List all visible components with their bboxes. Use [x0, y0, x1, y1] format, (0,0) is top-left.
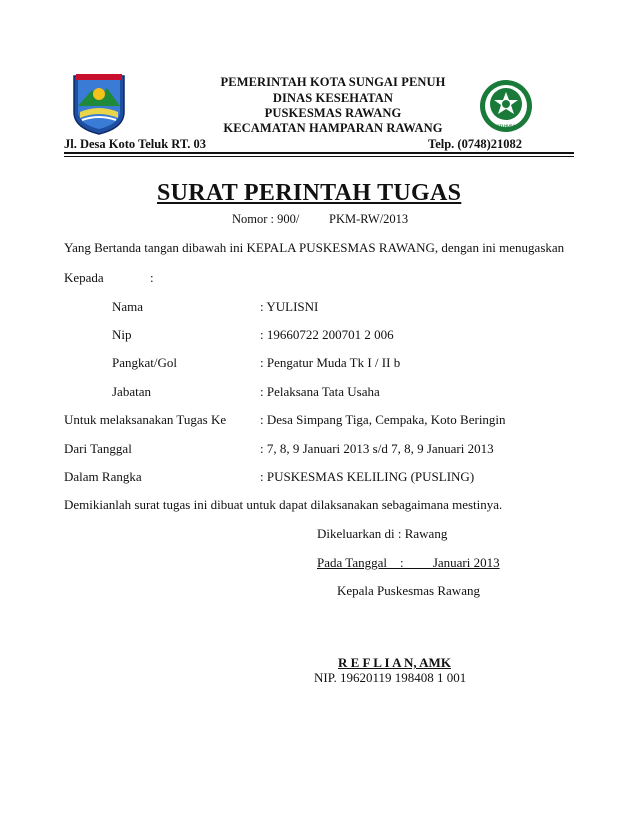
field-label-pangkat: Pangkat/Gol — [112, 355, 177, 370]
issued-date: Pada Tanggal : Januari 2013 — [317, 555, 500, 570]
bakti-husada-text: BAKTI HUSADA — [490, 123, 522, 128]
field-value-nama: : YULISNI — [260, 299, 319, 314]
header-agency: DINAS KESEHATAN — [272, 91, 394, 105]
kepada-label: Kepada — [64, 270, 104, 285]
document-number-label: Nomor : 900/ — [232, 212, 300, 226]
closing-text: Demikianlah surat tugas ini dibuat untuk dapat dilaksanakan sebagaimana mestinya. — [64, 497, 503, 512]
field-value-nip: : 19660722 200701 2 006 — [260, 327, 394, 342]
detail-label-tugas: Untuk melaksanakan Tugas Ke — [64, 412, 227, 427]
field-label-nama: Nama — [112, 299, 144, 314]
issued-place: Dikeluarkan di : Rawang — [317, 526, 448, 541]
signer-position: Kepala Puskesmas Rawang — [337, 583, 480, 598]
header-rule-thin — [64, 156, 574, 157]
field-label-nip: Nip — [112, 327, 132, 342]
detail-label-tanggal: Dari Tanggal — [64, 441, 132, 456]
signer-nip: NIP. 19620119 198408 1 001 — [314, 670, 467, 685]
intro-text: Yang Bertanda tangan dibawah ini KEPALA PUSKESMAS RAWANG, dengan ini menugaskan — [64, 240, 565, 255]
signer-name: R E F L I A N, AMK — [338, 655, 451, 670]
document-number-code: PKM-RW/2013 — [329, 212, 409, 226]
header-rule-thick — [64, 152, 574, 154]
header-government: PEMERINTAH KOTA SUNGAI PENUH — [220, 75, 446, 89]
kepada-colon: : — [150, 270, 154, 285]
detail-value-tanggal: : 7, 8, 9 Januari 2013 s/d 7, 8, 9 Januari 2013 — [260, 441, 494, 456]
detail-value-rangka: : PUSKESMAS KELILING (PUSLING) — [260, 469, 475, 484]
header-district: KECAMATAN HAMPARAN RAWANG — [223, 121, 443, 135]
document-title: SURAT PERINTAH TUGAS — [157, 180, 462, 206]
field-value-pangkat: : Pengatur Muda Tk I / II b — [260, 355, 401, 370]
field-value-jabatan: : Pelaksana Tata Usaha — [260, 384, 380, 399]
detail-label-rangka: Dalam Rangka — [64, 469, 142, 484]
field-label-jabatan: Jabatan — [112, 384, 151, 399]
header-institution: PUSKESMAS RAWANG — [264, 106, 402, 120]
header-address: Jl. Desa Koto Teluk RT. 03 — [64, 137, 207, 151]
header-phone: Telp. (0748)21082 — [428, 137, 522, 151]
detail-value-tugas: : Desa Simpang Tiga, Cempaka, Koto Beringin — [260, 412, 506, 427]
